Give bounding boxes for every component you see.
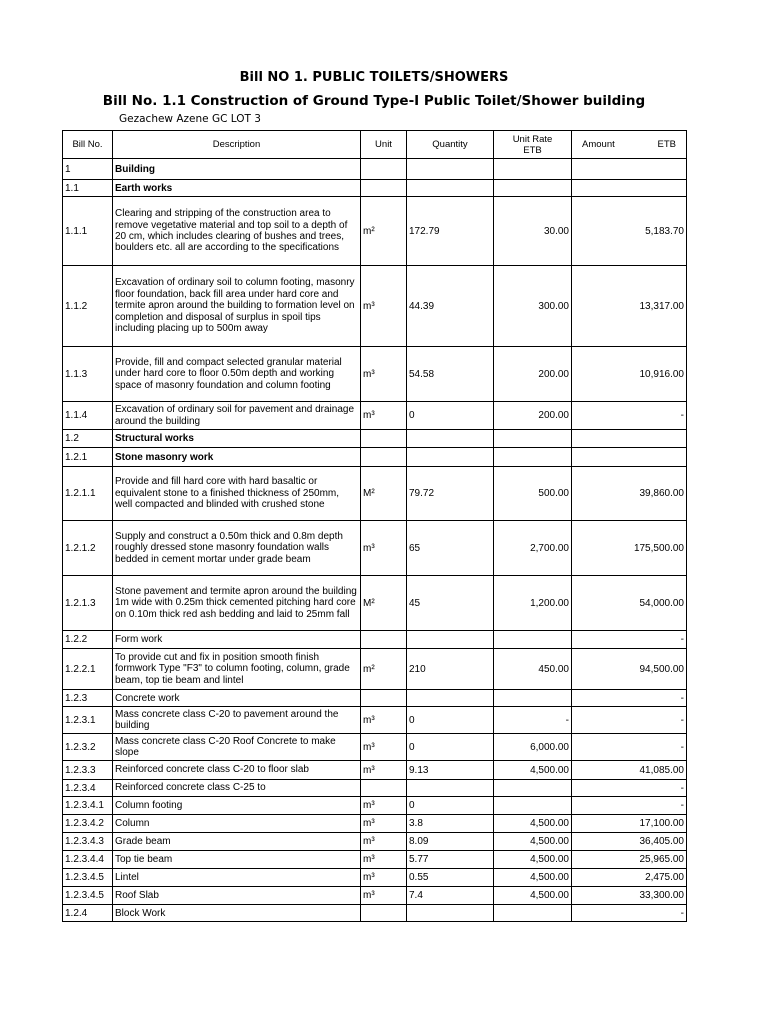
description-cell: Mass concrete class C-20 to pavement around the building	[113, 707, 361, 734]
unit-rate-cell	[494, 448, 572, 467]
unit-cell: m³	[361, 797, 407, 815]
description-cell: Supply and construct a 0.50m thick and 0.8m depth roughly dressed stone masonry foundation walls bedded in cement mortar under grade beam	[113, 521, 361, 576]
bill-no-cell: 1.2.1	[63, 448, 113, 467]
unit-cell: m³	[361, 707, 407, 734]
amount-cell: 13,317.00	[572, 266, 687, 347]
description-cell: Reinforced concrete class C-20 to floor slab	[113, 761, 361, 780]
table-row	[63, 734, 687, 761]
bill-no-cell: 1.2.3.4.1	[63, 797, 113, 815]
quantity-cell	[407, 780, 494, 797]
unit-rate-cell: 6,000.00	[494, 734, 572, 761]
unit-cell: m³	[361, 266, 407, 347]
amount-cell: 33,300.00	[572, 887, 687, 905]
amount-cell: 54,000.00	[572, 576, 687, 631]
bill-no-cell: 1.2.1.1	[63, 467, 113, 521]
unit-rate-cell: 4,500.00	[494, 887, 572, 905]
table-body	[63, 159, 687, 922]
table-row	[63, 430, 687, 448]
table-row	[63, 197, 687, 266]
col-header-bill-no: Bill No.	[63, 131, 113, 159]
amount-cell: 175,500.00	[572, 521, 687, 576]
unit-cell	[361, 448, 407, 467]
quantity-cell	[407, 905, 494, 922]
bill-no-cell: 1.1.3	[63, 347, 113, 402]
quantity-cell: 210	[407, 649, 494, 690]
unit-rate-cell: 4,500.00	[494, 851, 572, 869]
quantity-cell: 5.77	[407, 851, 494, 869]
unit-rate-cell	[494, 180, 572, 197]
bill-subtitle: Bill No. 1.1 Construction of Ground Type-I Public Toilet/Shower building	[102, 93, 646, 109]
bill-no-cell: 1.2.2	[63, 631, 113, 649]
bill-no-cell: 1.2.3.2	[63, 734, 113, 761]
quantity-cell: 54.58	[407, 347, 494, 402]
unit-rate-cell	[494, 690, 572, 707]
quantity-cell: 45	[407, 576, 494, 631]
table-row	[63, 180, 687, 197]
unit-rate-cell: 4,500.00	[494, 815, 572, 833]
table-row	[63, 707, 687, 734]
unit-cell: M²	[361, 467, 407, 521]
table-row	[63, 448, 687, 467]
table-row	[63, 159, 687, 180]
unit-cell: m³	[361, 734, 407, 761]
quantity-cell: 8.09	[407, 833, 494, 851]
table-row	[63, 347, 687, 402]
description-cell: Provide and fill hard core with hard basaltic or equivalent stone to a finished thickness of 250mm, well compacted and blinded with crushed stone	[113, 467, 361, 521]
amount-cell	[572, 159, 687, 180]
bill-title: Bill NO 1. PUBLIC TOILETS/SHOWERS	[239, 70, 509, 85]
table-row	[63, 780, 687, 797]
description-cell: Stone pavement and termite apron around the building 1m wide with 0.25m thick cemented pitching hard core on 0.10m thick red ash bedding and laid to 25mm fall	[113, 576, 361, 631]
amount-cell: 36,405.00	[572, 833, 687, 851]
unit-rate-cell: 4,500.00	[494, 833, 572, 851]
description-cell: Form work	[113, 631, 361, 649]
unit-rate-cell: 2,700.00	[494, 521, 572, 576]
quantity-cell: 79.72	[407, 467, 494, 521]
description-cell: Building	[113, 159, 361, 180]
amount-cell: 10,916.00	[572, 347, 687, 402]
bill-no-cell: 1.2	[63, 430, 113, 448]
unit-cell	[361, 180, 407, 197]
amount-cell: 5,183.70	[572, 197, 687, 266]
quantity-cell: 3.8	[407, 815, 494, 833]
table-row	[63, 690, 687, 707]
unit-rate-currency: ETB	[523, 144, 542, 156]
amount-cell: 94,500.00	[572, 649, 687, 690]
unit-cell: m³	[361, 761, 407, 780]
table-row	[63, 761, 687, 780]
description-cell: Earth works	[113, 180, 361, 197]
description-cell: Reinforced concrete class C-25 to	[113, 780, 361, 797]
quantity-cell	[407, 430, 494, 448]
bill-no-cell: 1.1.2	[63, 266, 113, 347]
amount-cell: -	[572, 631, 687, 649]
amount-label: Amount	[582, 139, 615, 150]
unit-rate-cell: 1,200.00	[494, 576, 572, 631]
unit-rate-cell	[494, 631, 572, 649]
description-cell: To provide cut and fix in position smooth finish formwork Type "F3" to column footing, column, grade beam, top tie beam and lintel	[113, 649, 361, 690]
amount-cell: -	[572, 690, 687, 707]
description-cell: Mass concrete class C-20 Roof Concrete to make slope	[113, 734, 361, 761]
bill-no-cell: 1.2.3.4	[63, 780, 113, 797]
bill-no-cell: 1.1	[63, 180, 113, 197]
unit-rate-cell	[494, 797, 572, 815]
unit-cell	[361, 905, 407, 922]
quantity-cell: 9.13	[407, 761, 494, 780]
amount-cell	[572, 448, 687, 467]
bill-no-cell: 1.2.3.1	[63, 707, 113, 734]
quantity-cell: 0	[407, 734, 494, 761]
bill-of-quantities-table	[62, 130, 687, 922]
bill-no-cell: 1.2.3.4.2	[63, 815, 113, 833]
description-cell: Column footing	[113, 797, 361, 815]
unit-rate-cell: 200.00	[494, 402, 572, 430]
col-header-quantity: Quantity	[407, 131, 494, 159]
unit-cell	[361, 780, 407, 797]
amount-cell	[572, 430, 687, 448]
table-row	[63, 797, 687, 815]
unit-cell	[361, 159, 407, 180]
amount-cell: 25,965.00	[572, 851, 687, 869]
amount-cell: 2,475.00	[572, 869, 687, 887]
bill-no-cell: 1.1.4	[63, 402, 113, 430]
quantity-cell: 65	[407, 521, 494, 576]
amount-cell: 17,100.00	[572, 815, 687, 833]
amount-cell	[572, 180, 687, 197]
unit-cell	[361, 430, 407, 448]
unit-rate-cell: 200.00	[494, 347, 572, 402]
table-row	[63, 402, 687, 430]
description-cell: Top tie beam	[113, 851, 361, 869]
amount-cell: -	[572, 707, 687, 734]
bill-no-cell: 1.2.4	[63, 905, 113, 922]
quantity-cell: 0.55	[407, 869, 494, 887]
table-row	[63, 521, 687, 576]
unit-cell: m³	[361, 851, 407, 869]
bill-no-cell: 1.2.3.4.5	[63, 887, 113, 905]
description-cell: Lintel	[113, 869, 361, 887]
table-header-row	[63, 131, 687, 159]
table-row	[63, 851, 687, 869]
amount-cell: 41,085.00	[572, 761, 687, 780]
unit-rate-cell: 300.00	[494, 266, 572, 347]
table-row	[63, 869, 687, 887]
amount-cell: -	[572, 905, 687, 922]
unit-cell: m³	[361, 887, 407, 905]
table-row	[63, 576, 687, 631]
description-cell: Column	[113, 815, 361, 833]
quantity-cell: 172.79	[407, 197, 494, 266]
amount-cell: -	[572, 402, 687, 430]
bill-no-cell: 1.2.3.3	[63, 761, 113, 780]
quantity-cell: 0	[407, 797, 494, 815]
table-row	[63, 815, 687, 833]
quantity-cell	[407, 690, 494, 707]
quantity-cell: 0	[407, 402, 494, 430]
unit-rate-cell	[494, 905, 572, 922]
unit-rate-cell: 4,500.00	[494, 761, 572, 780]
unit-rate-cell: 4,500.00	[494, 869, 572, 887]
table-row	[63, 266, 687, 347]
table-row	[63, 649, 687, 690]
unit-rate-cell: 500.00	[494, 467, 572, 521]
amount-cell: 39,860.00	[572, 467, 687, 521]
description-cell: Clearing and stripping of the construction area to remove vegetative material and top soil to a depth of 20 cm, which includes clearing of bushes and trees, boulders etc. all are according to the specifications	[113, 197, 361, 266]
col-header-amount	[572, 131, 687, 159]
quantity-cell	[407, 448, 494, 467]
description-cell: Provide, fill and compact selected granular material under hard core to floor 0.50m depth and working space of masonry foundation and column footing	[113, 347, 361, 402]
bill-no-cell: 1.2.3.4.4	[63, 851, 113, 869]
unit-cell: m³	[361, 402, 407, 430]
unit-cell: m²	[361, 649, 407, 690]
table-row	[63, 905, 687, 922]
unit-cell: m³	[361, 347, 407, 402]
unit-cell: m³	[361, 869, 407, 887]
quantity-cell: 0	[407, 707, 494, 734]
quantity-cell	[407, 180, 494, 197]
unit-cell	[361, 631, 407, 649]
bill-no-cell: 1.2.2.1	[63, 649, 113, 690]
unit-rate-cell	[494, 159, 572, 180]
quantity-cell: 7.4	[407, 887, 494, 905]
amount-cell: -	[572, 734, 687, 761]
bill-no-cell: 1.2.1.3	[63, 576, 113, 631]
bill-no-cell: 1.2.3	[63, 690, 113, 707]
bill-no-cell: 1.2.3.4.3	[63, 833, 113, 851]
unit-cell: M²	[361, 576, 407, 631]
description-cell: Concrete work	[113, 690, 361, 707]
unit-cell	[361, 690, 407, 707]
unit-rate-cell	[494, 780, 572, 797]
description-cell: Grade beam	[113, 833, 361, 851]
description-cell: Structural works	[113, 430, 361, 448]
unit-rate-cell: 30.00	[494, 197, 572, 266]
amount-cell: -	[572, 780, 687, 797]
unit-cell: m³	[361, 521, 407, 576]
quantity-cell: 44.39	[407, 266, 494, 347]
col-header-description: Description	[113, 131, 361, 159]
table-row	[63, 887, 687, 905]
description-cell: Block Work	[113, 905, 361, 922]
table-row	[63, 467, 687, 521]
amount-cell: -	[572, 797, 687, 815]
col-header-unit: Unit	[361, 131, 407, 159]
contractor-name: Gezachew Azene GC LOT 3	[119, 113, 261, 125]
quantity-cell	[407, 631, 494, 649]
unit-cell: m²	[361, 197, 407, 266]
bill-no-cell: 1.2.1.2	[63, 521, 113, 576]
unit-cell: m³	[361, 815, 407, 833]
description-cell: Excavation of ordinary soil for pavement and drainage around the building	[113, 402, 361, 430]
quantity-cell	[407, 159, 494, 180]
description-cell: Stone masonry work	[113, 448, 361, 467]
unit-rate-cell: -	[494, 707, 572, 734]
unit-cell: m³	[361, 833, 407, 851]
unit-rate-cell	[494, 430, 572, 448]
table-row	[63, 833, 687, 851]
bill-no-cell: 1	[63, 159, 113, 180]
col-header-unit-rate	[494, 131, 572, 159]
bill-no-cell: 1.2.3.4.5	[63, 869, 113, 887]
bill-no-cell: 1.1.1	[63, 197, 113, 266]
unit-rate-cell: 450.00	[494, 649, 572, 690]
amount-currency: ETB	[657, 139, 676, 150]
description-cell: Roof Slab	[113, 887, 361, 905]
description-cell: Excavation of ordinary soil to column footing, masonry floor foundation, back fill area under hard core and termite apron around the building to formation level on completion and disposal of surplus in spoil tips including placing up to 500m away	[113, 266, 361, 347]
table-row	[63, 631, 687, 649]
unit-rate-label: Unit Rate	[512, 133, 553, 145]
